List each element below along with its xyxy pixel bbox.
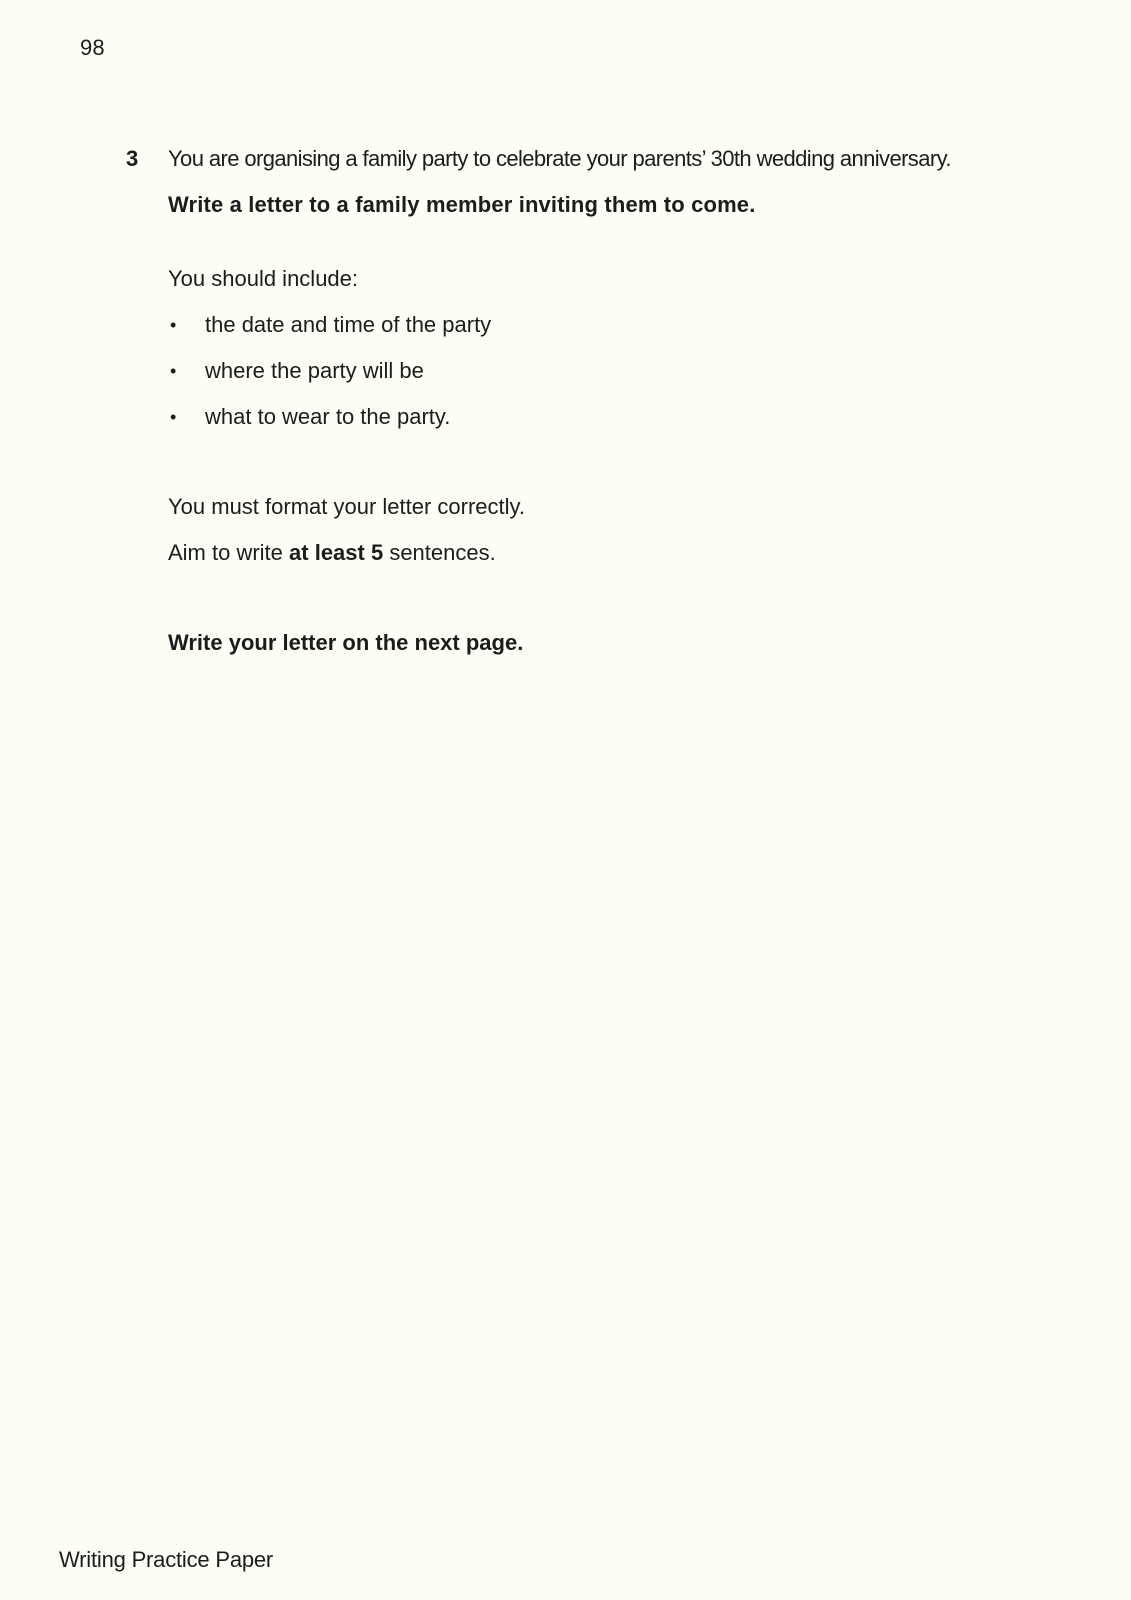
question-body: [168, 144, 1028, 658]
list-item: [168, 402, 1028, 432]
aim-prefix: Aim to write: [168, 540, 290, 565]
bullet-icon: •: [170, 361, 177, 381]
list-item: [168, 356, 1028, 386]
aim-instruction: [168, 538, 1028, 568]
aim-emphasis: at least 5: [289, 540, 384, 565]
next-page-instruction: Write your letter on the next page.: [168, 630, 524, 655]
format-instruction: You must format your letter correctly.: [168, 494, 526, 519]
include-list: [168, 310, 1028, 432]
list-item-text: what to wear to the party.: [205, 404, 451, 429]
list-item: [168, 310, 1028, 340]
page-number: 98: [80, 35, 105, 60]
aim-suffix: sentences.: [383, 540, 496, 565]
question-intro: You are organising a family party to celebrate your parents’ 30th wedding anniversary.: [168, 146, 951, 171]
include-label: You should include:: [168, 266, 359, 291]
question-task: Write a letter to a family member inviting them to come.: [168, 192, 756, 217]
bullet-icon: •: [170, 407, 177, 427]
list-item-text: where the party will be: [205, 358, 424, 383]
question-number: 3: [126, 146, 139, 171]
page-footer: Writing Practice Paper: [59, 1547, 274, 1572]
list-item-text: the date and time of the party: [205, 312, 492, 337]
bullet-icon: •: [170, 315, 177, 335]
